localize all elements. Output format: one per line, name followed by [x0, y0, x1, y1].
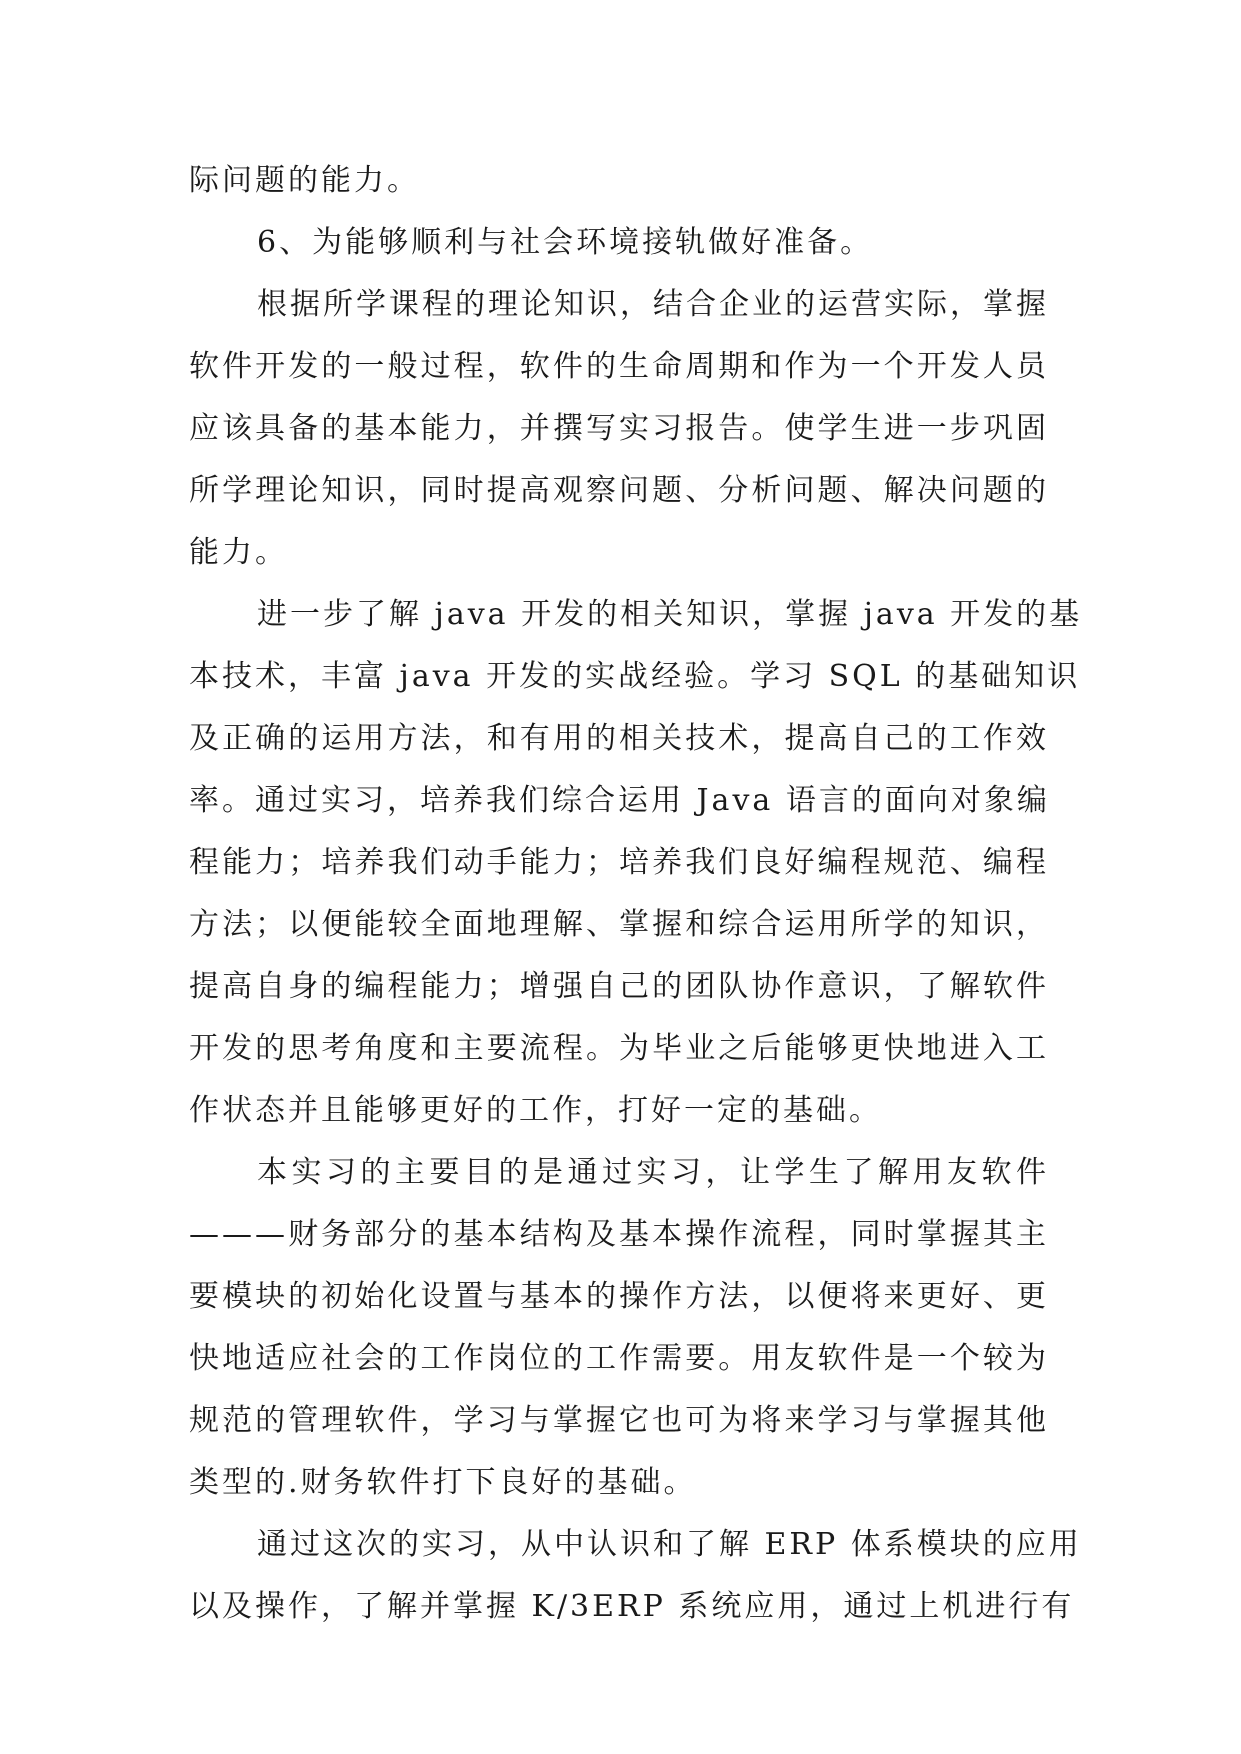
- text-line: 所学理论知识，同时提高观察问题、分析问题、解决问题的: [189, 473, 1049, 508]
- text-line: 开发的思考角度和主要流程。为毕业之后能够更快地进入工: [189, 1031, 1049, 1066]
- text-line: 软件开发的一般过程，软件的生命周期和作为一个开发人员: [189, 349, 1049, 384]
- text-line: 方法；以便能较全面地理解、掌握和综合运用所学的知识，: [189, 907, 1049, 942]
- text-line: 规范的管理软件，学习与掌握它也可为将来学习与掌握其他: [189, 1403, 1049, 1438]
- text-line: 快地适应社会的工作岗位的工作需要。用友软件是一个较为: [189, 1341, 1049, 1376]
- text-line: 提高自身的编程能力；增强自己的团队协作意识，了解软件: [189, 969, 1049, 1004]
- text-line: 际问题的能力。: [189, 163, 420, 198]
- text-line: 以及操作，了解并掌握 K/3ERP 系统应用，通过上机进行有: [189, 1589, 1075, 1624]
- text-line: 程能力；培养我们动手能力；培养我们良好编程规范、编程: [189, 845, 1049, 880]
- text-line: 6、为能够顺利与社会环境接轨做好准备。: [257, 225, 874, 260]
- text-line: 根据所学课程的理论知识，结合企业的运营实际，掌握: [257, 287, 1049, 322]
- text-line: ———财务部分的基本结构及基本操作流程，同时掌握其主: [189, 1217, 1049, 1252]
- text-line: 进一步了解 java 开发的相关知识，掌握 java 开发的基: [257, 597, 1083, 632]
- text-line: 要模块的初始化设置与基本的操作方法，以便将来更好、更: [189, 1279, 1049, 1314]
- text-line: 本技术，丰富 java 开发的实战经验。学习 SQL 的基础知识: [189, 659, 1081, 694]
- text-line: 应该具备的基本能力，并撰写实习报告。使学生进一步巩固: [189, 411, 1049, 446]
- body-text: [189, 150, 1083, 1638]
- text-line: 率。通过实习，培养我们综合运用 Java 语言的面向对象编: [189, 783, 1050, 818]
- text-line: 能力。: [189, 535, 288, 570]
- text-line: 作状态并且能够更好的工作，打好一定的基础。: [189, 1093, 882, 1128]
- text-line: 通过这次的实习，从中认识和了解 ERP 体系模块的应用: [257, 1527, 1082, 1562]
- text-line: 及正确的运用方法，和有用的相关技术，提高自己的工作效: [189, 721, 1049, 756]
- text-line: 本实习的主要目的是通过实习，让学生了解用友软件: [257, 1155, 1049, 1190]
- text-line: 类型的.财务软件打下良好的基础。: [189, 1465, 697, 1500]
